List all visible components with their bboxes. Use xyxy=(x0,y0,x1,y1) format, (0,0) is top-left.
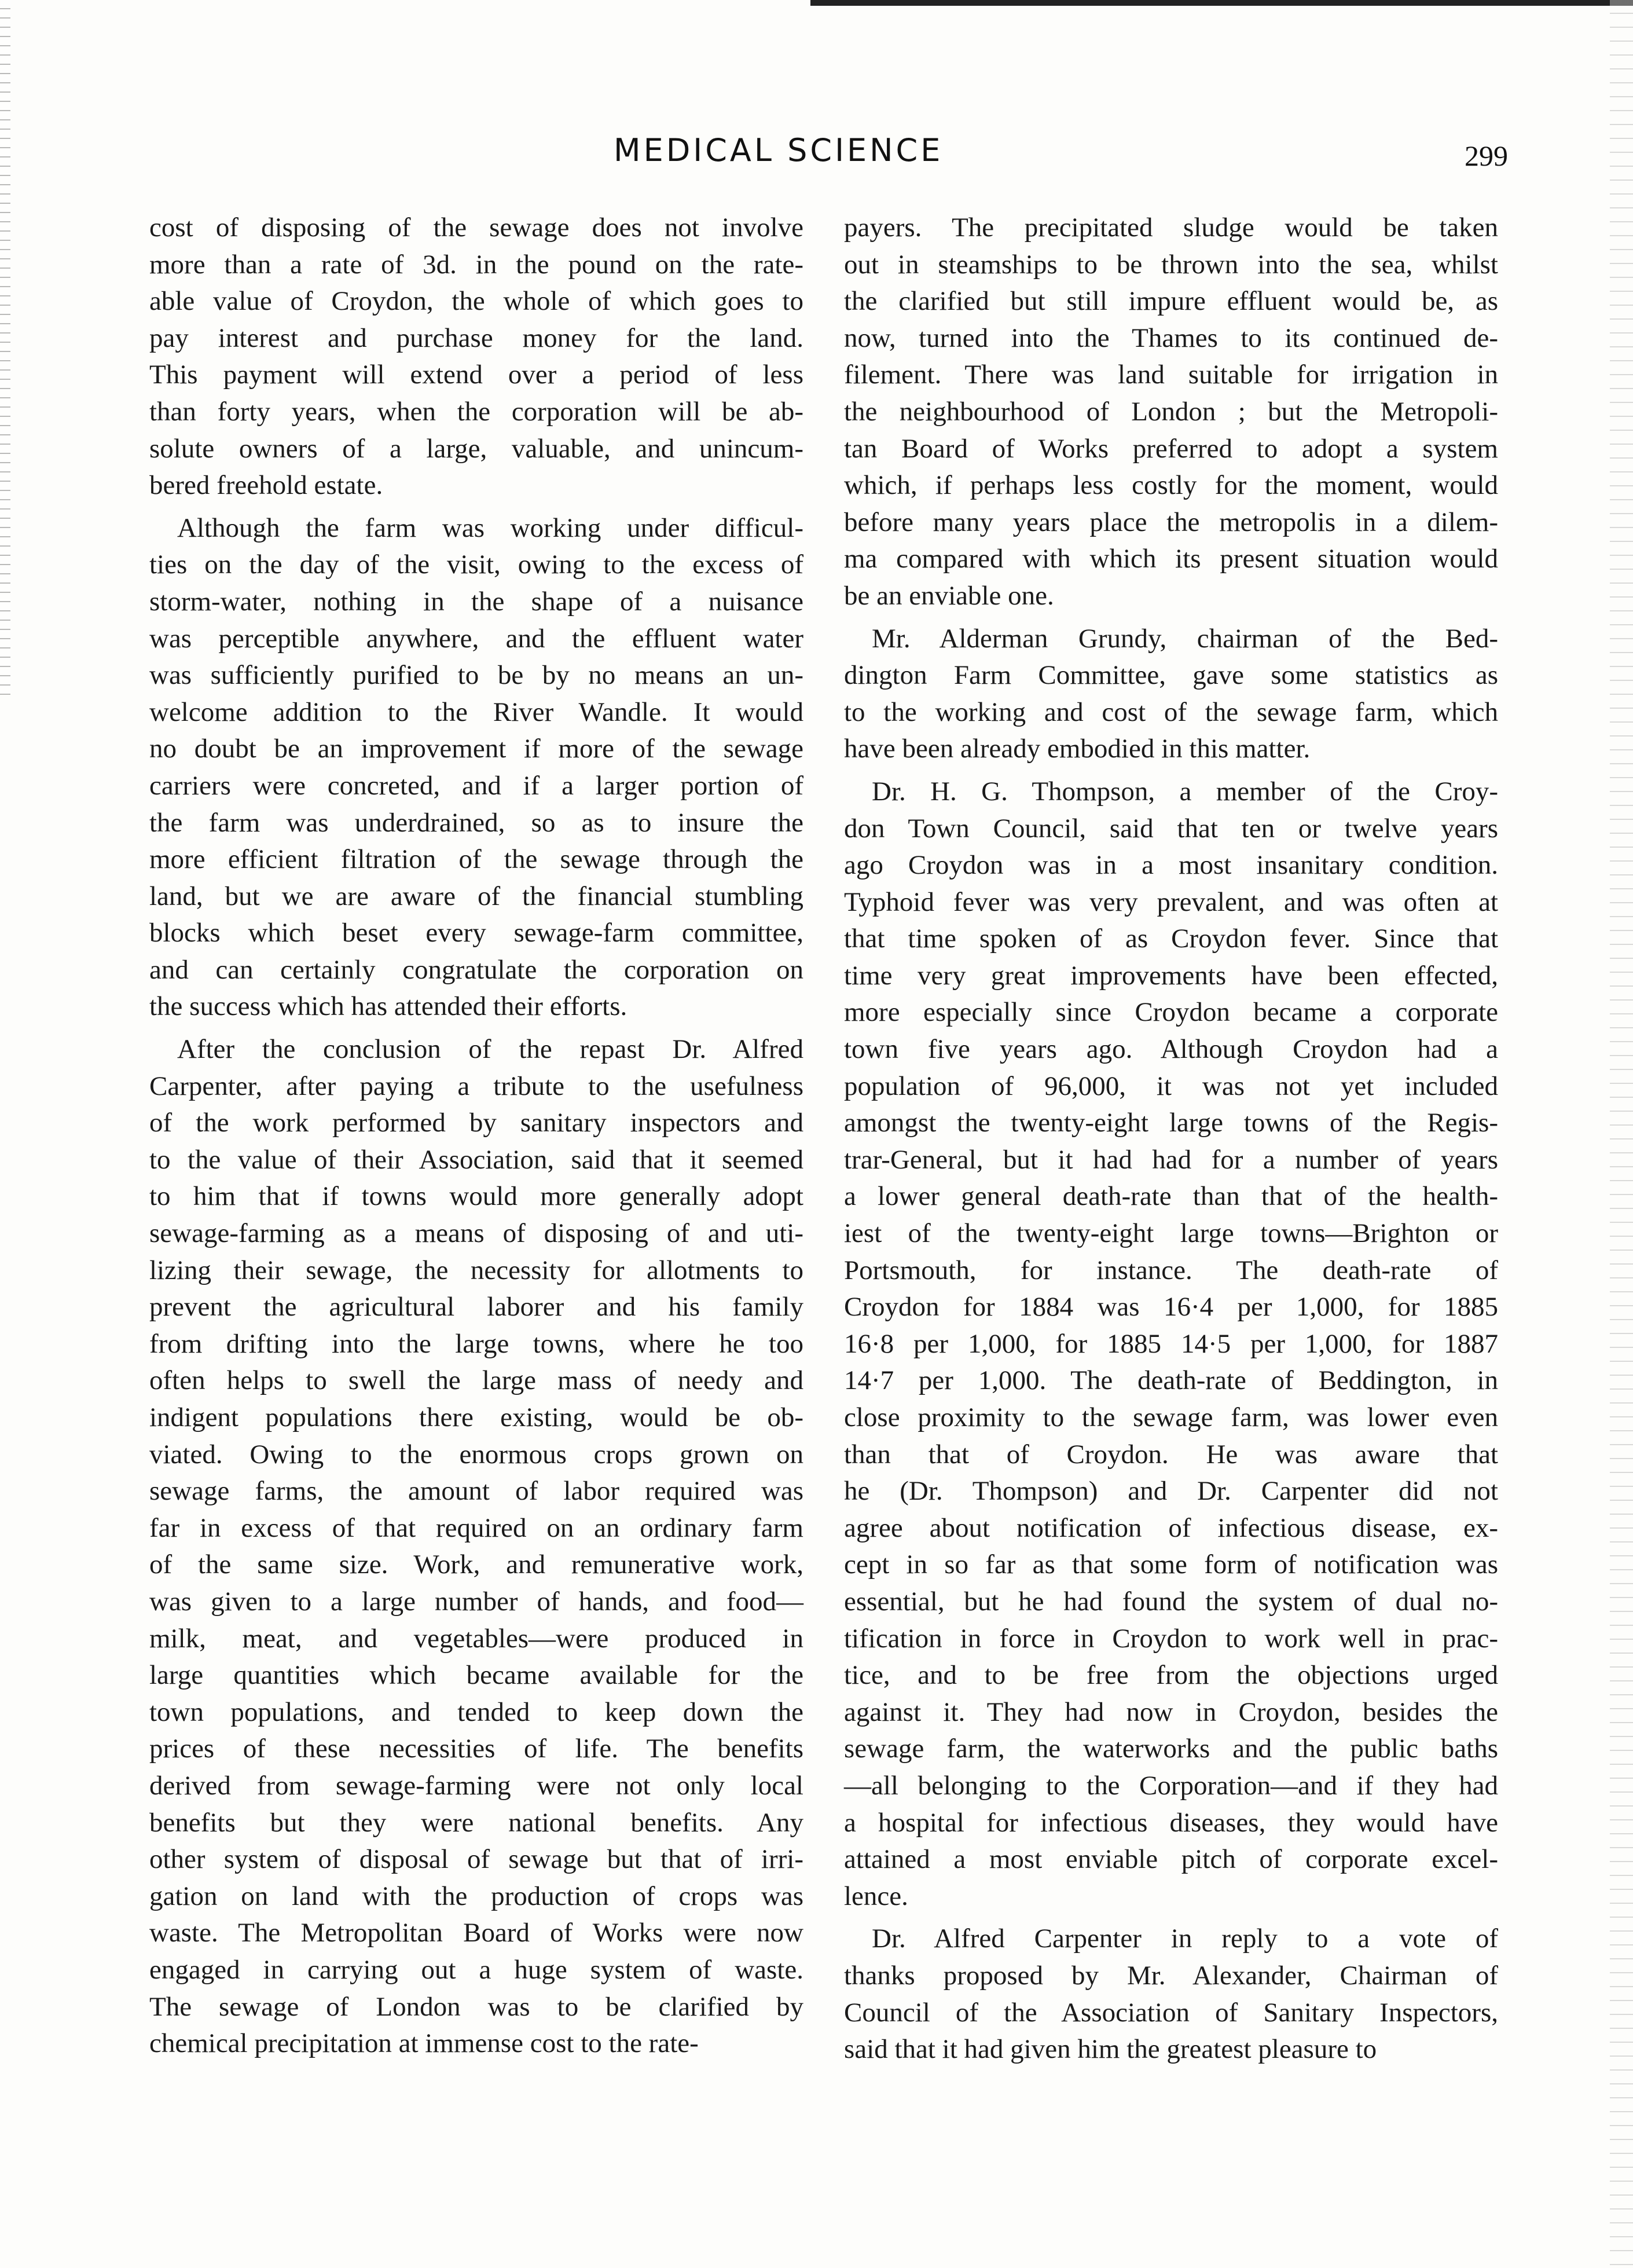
text-line: don Town Council, said that ten or twelve years xyxy=(844,813,1498,844)
text-line: Croydon for 1884 was 16·4 per 1,000, for 1885 xyxy=(844,1292,1498,1322)
scan-edge-right xyxy=(1610,0,1633,2268)
text-line: more than a rate of 3d. in the pound on the rate- xyxy=(149,249,803,280)
text-line: waste. The Metropolitan Board of Works were now xyxy=(149,1918,803,1948)
text-line: far in excess of that required on an ordinary farm xyxy=(149,1512,803,1543)
running-head: MEDICAL SCIENCE xyxy=(614,132,944,168)
text-line: town populations, and tended to keep down the xyxy=(149,1697,803,1727)
text-line: filement. There was land suitable for irrigation in xyxy=(844,360,1498,390)
text-line: Although the farm was working under difficul- xyxy=(177,512,803,543)
text-line: lizing their sewage, the necessity for allotments to xyxy=(149,1255,803,1285)
text-line: ties on the day of the visit, owing to the excess of xyxy=(149,549,803,580)
scan-edge-top xyxy=(810,0,1633,6)
text-line: a hospital for infectious diseases, they would have xyxy=(844,1807,1498,1838)
text-line: prevent the agricultural laborer and his family xyxy=(149,1292,803,1322)
text-line: amongst the twenty-eight large towns of the Regis- xyxy=(844,1108,1498,1138)
text-line: of the work performed by sanitary inspectors and xyxy=(149,1108,803,1138)
text-line: The sewage of London was to be clarified by xyxy=(149,1991,803,2022)
text-line: attained a most enviable pitch of corporate excel- xyxy=(844,1844,1498,1875)
paragraph xyxy=(844,774,1498,1915)
text-line: Mr. Alderman Grundy, chairman of the Bed- xyxy=(872,623,1498,654)
text-line: and can certainly congratulate the corporation on xyxy=(149,954,803,985)
text-line: derived from sewage-farming were not only local xyxy=(149,1770,803,1801)
text-line: to the working and cost of the sewage farm, which xyxy=(844,697,1498,727)
text-line: blocks which beset every sewage-farm committee, xyxy=(149,918,803,948)
paragraph xyxy=(149,210,803,504)
text-line: essential, but he had found the system of dual no- xyxy=(844,1586,1498,1617)
text-line: This payment will extend over a period of less xyxy=(149,360,803,390)
text-line: Typhoid fever was very prevalent, and was often at xyxy=(844,886,1498,917)
right-column xyxy=(844,210,1498,2074)
text-line: benefits but they were national benefits. Any xyxy=(149,1807,803,1838)
paragraph xyxy=(844,1921,1498,2068)
text-line: Dr. H. G. Thompson, a member of the Croy- xyxy=(872,776,1498,807)
text-line: against it. They had now in Croydon, besides the xyxy=(844,1697,1498,1727)
text-line: from drifting into the large towns, where he too xyxy=(149,1328,803,1359)
text-line: often helps to swell the large mass of needy and xyxy=(149,1365,803,1396)
page-number: 299 xyxy=(1465,140,1508,172)
text-line: out in steamships to be thrown into the sea, whilst xyxy=(844,249,1498,280)
text-line: to the value of their Association, said that it seemed xyxy=(149,1144,803,1175)
text-line: no doubt be an improvement if more of the sewage xyxy=(149,734,803,764)
text-line: tice, and to be free from the objections urged xyxy=(844,1660,1498,1691)
text-line: viated. Owing to the enormous crops grown on xyxy=(149,1439,803,1470)
text-line: other system of disposal of sewage but that of irri- xyxy=(149,1844,803,1875)
text-line: —all belonging to the Corporation—and if they had xyxy=(844,1770,1498,1801)
text-line: dington Farm Committee, gave some statistics as xyxy=(844,660,1498,691)
text-line: time very great improvements have been effected, xyxy=(844,960,1498,991)
text-line: ago Croydon was in a most insanitary condition. xyxy=(844,850,1498,881)
text-line: was given to a large number of hands, and food— xyxy=(149,1586,803,1617)
text-line: gation on land with the production of crops was xyxy=(149,1881,803,1911)
text-line: than forty years, when the corporation will be ab- xyxy=(149,396,803,427)
text-line: cost of disposing of the sewage does not involve xyxy=(149,212,803,243)
text-line: more efficient filtration of the sewage through the xyxy=(149,844,803,875)
text-line: trar-General, but it had had for a number of years xyxy=(844,1144,1498,1175)
text-line: thanks proposed by Mr. Alexander, Chairman of xyxy=(844,1960,1498,1991)
text-line: iest of the twenty-eight large towns—Brighton or xyxy=(844,1218,1498,1249)
text-line: bered freehold estate. xyxy=(149,470,383,501)
text-line: population of 96,000, it was not yet included xyxy=(844,1071,1498,1101)
text-line: 16·8 per 1,000, for 1885 14·5 per 1,000, for 1887 xyxy=(844,1328,1498,1359)
text-line: land, but we are aware of the financial stumbling xyxy=(149,881,803,911)
text-line: Council of the Association of Sanitary Inspectors, xyxy=(844,1997,1498,2028)
text-line: indigent populations there existing, would be ob- xyxy=(149,1402,803,1432)
text-line: able value of Croydon, the whole of which goes to xyxy=(149,286,803,317)
text-line: a lower general death-rate than that of the health- xyxy=(844,1181,1498,1212)
text-line: pay interest and purchase money for the land. xyxy=(149,323,803,353)
text-line: be an enviable one. xyxy=(844,580,1054,611)
text-line: more especially since Croydon became a corporate xyxy=(844,997,1498,1028)
text-line: Carpenter, after paying a tribute to the usefulness xyxy=(149,1071,803,1101)
text-line: 14·7 per 1,000. The death-rate of Beddington, in xyxy=(844,1365,1498,1396)
text-line: the clarified but still impure effluent would be, as xyxy=(844,286,1498,317)
paragraph xyxy=(844,210,1498,615)
text-line: cept in so far as that some form of notification was xyxy=(844,1549,1498,1580)
text-line: the success which has attended their efforts. xyxy=(149,991,627,1022)
left-column xyxy=(149,210,803,2068)
text-line: sewage farm, the waterworks and the public baths xyxy=(844,1734,1498,1764)
text-line: the neighbourhood of London ; but the Metropoli- xyxy=(844,396,1498,427)
paragraph xyxy=(149,510,803,1025)
text-line: lence. xyxy=(844,1881,908,1911)
text-line: chemical precipitation at immense cost to the rate- xyxy=(149,2028,699,2059)
scan-edge-left xyxy=(0,0,10,695)
text-line: before many years place the metropolis in a dilem- xyxy=(844,507,1498,537)
text-line: sewage farms, the amount of labor required was xyxy=(149,1476,803,1507)
text-line: welcome addition to the River Wandle. It would xyxy=(149,697,803,727)
text-line: ma compared with which its present situation would xyxy=(844,544,1498,574)
text-line: milk, meat, and vegetables—were produced in xyxy=(149,1623,803,1654)
text-line: town five years ago. Although Croydon had a xyxy=(844,1034,1498,1065)
text-line: have been already embodied in this matter. xyxy=(844,734,1311,764)
text-line: was sufficiently purified to be by no means an un- xyxy=(149,660,803,691)
paragraph xyxy=(844,621,1498,768)
text-line: said that it had given him the greatest pleasure to xyxy=(844,2034,1377,2065)
text-line: close proximity to the sewage farm, was lower even xyxy=(844,1402,1498,1432)
text-line: After the conclusion of the repast Dr. Alfred xyxy=(177,1034,803,1065)
text-line: Portsmouth, for instance. The death-rate of xyxy=(844,1255,1498,1285)
text-line: agree about notification of infectious disease, ex- xyxy=(844,1512,1498,1543)
text-line: which, if perhaps less costly for the moment, would xyxy=(844,470,1498,501)
text-line: tan Board of Works preferred to adopt a system xyxy=(844,433,1498,464)
text-line: of the same size. Work, and remunerative work, xyxy=(149,1549,803,1580)
text-line: now, turned into the Thames to its continued de- xyxy=(844,323,1498,353)
text-line: sewage-farming as a means of disposing of and uti- xyxy=(149,1218,803,1249)
text-line: he (Dr. Thompson) and Dr. Carpenter did not xyxy=(844,1476,1498,1507)
text-line: Dr. Alfred Carpenter in reply to a vote of xyxy=(872,1923,1498,1954)
text-line: to him that if towns would more generally adopt xyxy=(149,1181,803,1212)
text-line: storm-water, nothing in the shape of a nuisance xyxy=(149,586,803,617)
text-line: that time spoken of as Croydon fever. Since that xyxy=(844,924,1498,954)
text-line: engaged in carrying out a huge system of waste. xyxy=(149,1954,803,1985)
text-line: payers. The precipitated sludge would be taken xyxy=(844,212,1498,243)
paragraph xyxy=(149,1031,803,2062)
text-line: tification in force in Croydon to work well in prac- xyxy=(844,1623,1498,1654)
text-line: solute owners of a large, valuable, and unincum- xyxy=(149,433,803,464)
text-line: than that of Croydon. He was aware that xyxy=(844,1439,1498,1470)
text-line: was perceptible anywhere, and the effluent water xyxy=(149,623,803,654)
text-line: the farm was underdrained, so as to insure the xyxy=(149,807,803,838)
text-line: prices of these necessities of life. The benefits xyxy=(149,1734,803,1764)
text-line: carriers were concreted, and if a larger portion of xyxy=(149,770,803,801)
text-line: large quantities which became available for the xyxy=(149,1660,803,1691)
